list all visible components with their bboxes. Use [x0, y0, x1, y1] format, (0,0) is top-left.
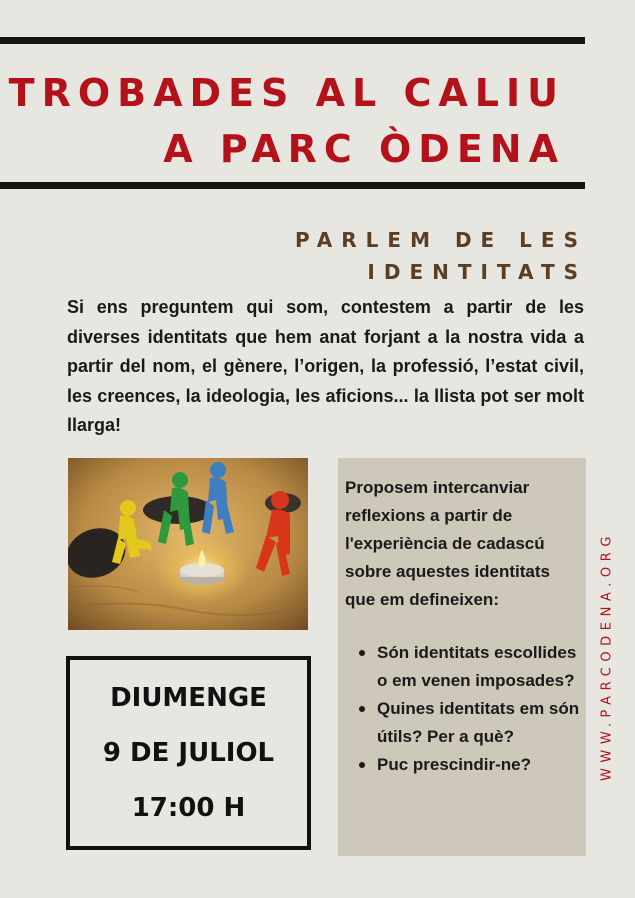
question-list	[358, 639, 580, 779]
title-line-1: TROBADES AL CALIU	[8, 71, 565, 115]
question-item: Quines identitats em són útils? Per a què?	[358, 695, 580, 751]
event-date: 9 DE JULIOL	[102, 738, 275, 768]
website-link[interactable]: WWW.PARCODENA.ORG	[599, 530, 615, 782]
title-line-2: A PARC ÒDENA	[163, 127, 565, 171]
subtitle-line-1: PARLEM DE LES	[294, 228, 587, 252]
question-item: Són identitats escollides o em venen imposades?	[358, 639, 580, 695]
event-date-box	[66, 656, 311, 850]
proposal-text: Proposem intercanviar reflexions a partir de l'experiència de cadascú sobre aquestes identitats que em defineixen:	[345, 478, 551, 609]
proposal-panel	[338, 458, 586, 856]
intro-paragraph: Si ens preguntem qui som, contestem a partir de les diverses identitats que hem anat forjant a la nostra vida a partir del nom, el gènere, l’origen, la professió, l’estat civil, les creences, la ideologia, les aficions... la llista pot ser molt llarga!	[67, 297, 584, 435]
bottom-divider	[0, 182, 585, 189]
question-item: Puc prescindir-ne?	[358, 751, 580, 779]
top-divider	[0, 37, 585, 44]
figures-candle-photo	[68, 458, 308, 630]
event-day: DIUMENGE	[110, 683, 267, 713]
figures-candle-illustration	[68, 458, 308, 630]
subtitle-line-2: IDENTITATS	[367, 260, 587, 284]
event-time: 17:00 H	[131, 793, 246, 823]
